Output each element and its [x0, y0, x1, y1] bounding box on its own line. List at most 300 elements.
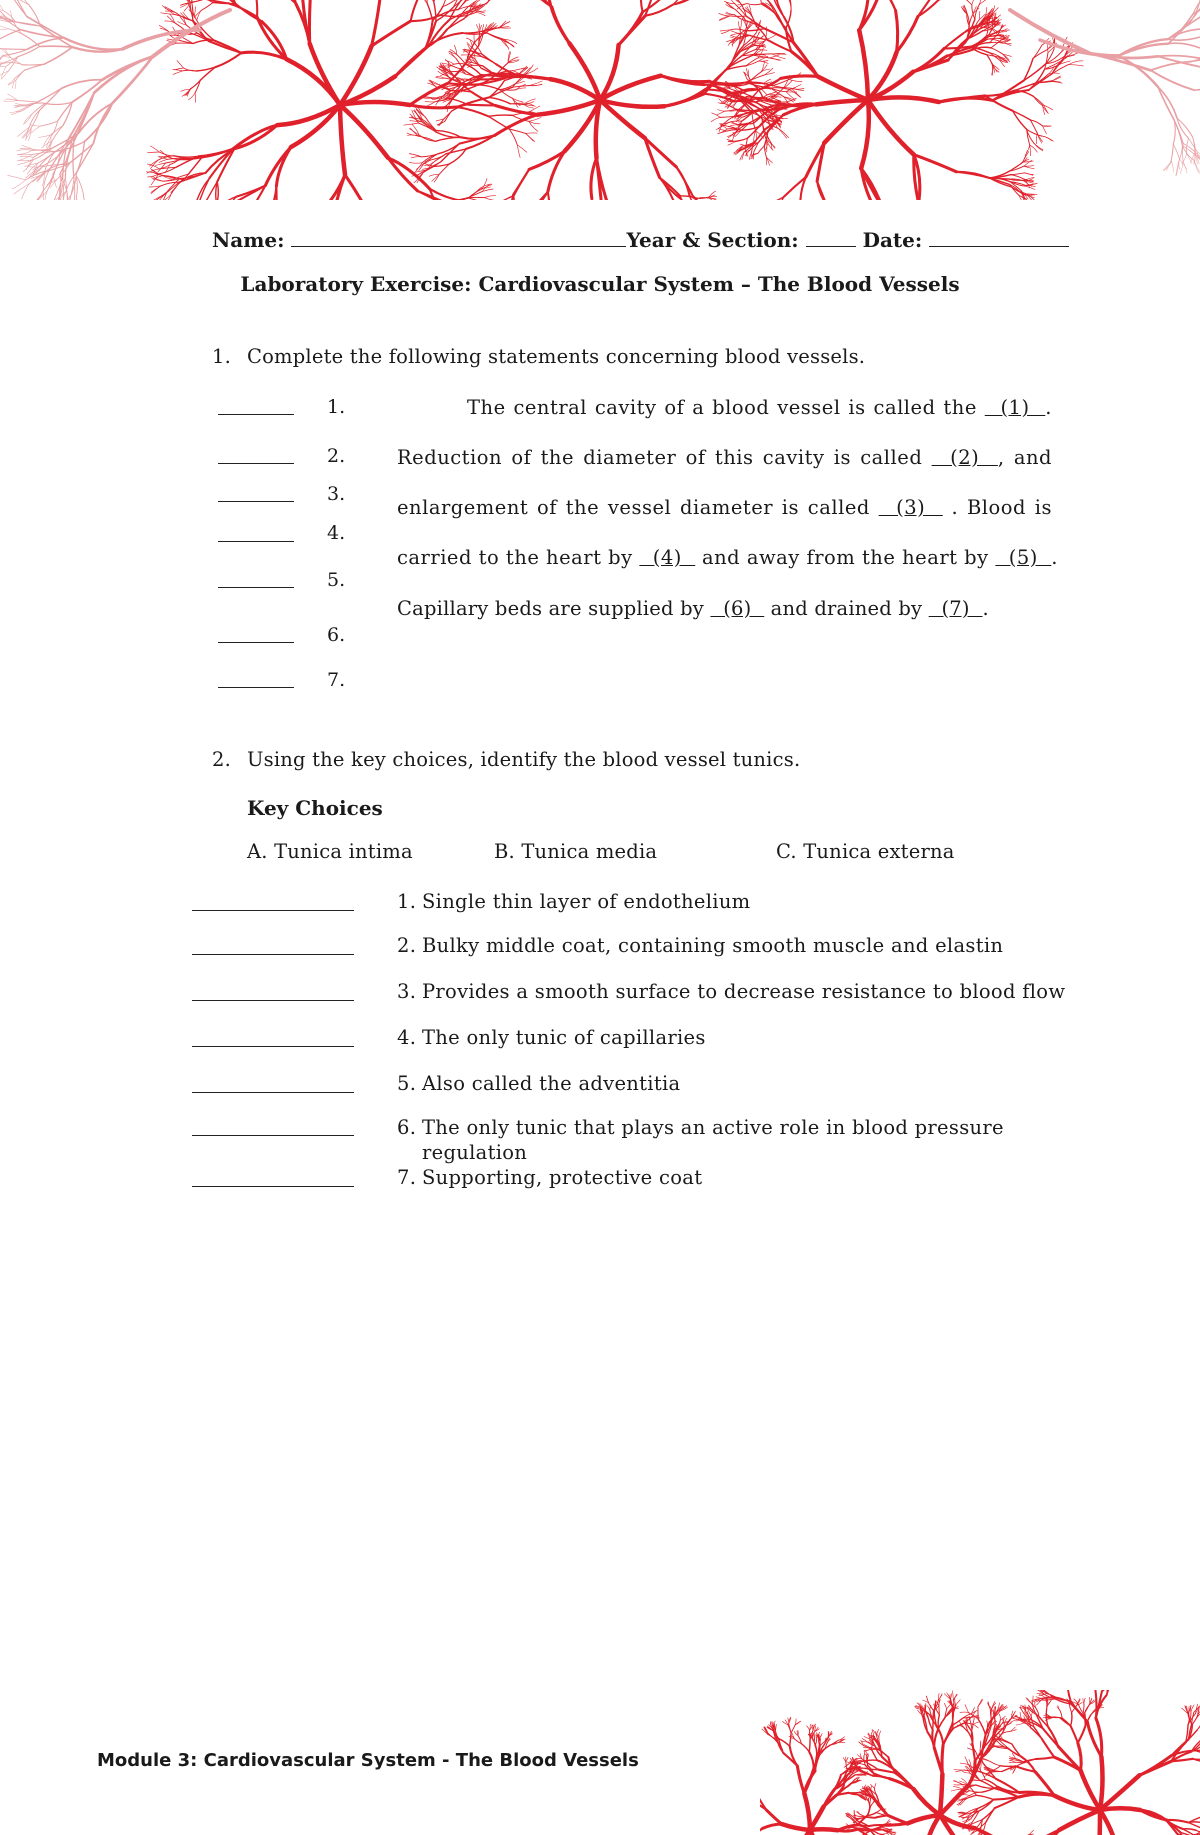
q1-blank-number: 5.	[327, 569, 346, 591]
vessel-branch	[0, 40, 1, 49]
vessel-branch	[435, 137, 461, 141]
vessel-branch	[39, 46, 72, 47]
q2-item: 7. Supporting, protective coat	[397, 1166, 703, 1189]
q1-blank-1[interactable]	[218, 414, 294, 415]
q1-blank-6[interactable]	[218, 642, 294, 643]
vessel-branch	[166, 160, 181, 163]
vessel-branch	[986, 7, 987, 15]
vessel-branch	[591, 158, 597, 198]
vessel-branch	[964, 0, 971, 5]
vessel-branch	[1016, 1723, 1024, 1725]
vessel-branch	[425, 101, 435, 102]
vessel-branch	[1173, 120, 1175, 144]
vessel-branch	[526, 133, 535, 141]
q2-item: 2. Bulky middle coat, containing smooth muscle and elastin	[397, 934, 1004, 957]
vessel-branch	[76, 142, 85, 175]
vessel-branch	[31, 126, 40, 133]
vessel-branch	[747, 4, 762, 5]
vessel-branch	[1059, 1810, 1100, 1830]
vessel-branch	[0, 66, 6, 67]
vessel-branch	[597, 158, 602, 199]
vessel-branch	[0, 29, 8, 30]
vessel-branch	[177, 61, 183, 68]
vessel-branch	[717, 111, 725, 115]
vessel-branch	[485, 196, 496, 198]
vessel-branch	[1024, 166, 1034, 169]
vessel-branch	[20, 156, 34, 157]
vessel-branch	[763, 197, 784, 200]
vessel-branch	[466, 0, 474, 1]
vessel-branch	[970, 1791, 982, 1793]
vessel-branch	[0, 63, 2, 72]
vessel-branch	[189, 93, 195, 100]
vessel-branch	[758, 146, 765, 153]
vessel-branch	[340, 105, 345, 175]
vessel-branch	[411, 157, 421, 158]
vessel-branch	[768, 92, 777, 95]
vessel-branch	[1188, 1823, 1200, 1828]
vessel-branch	[411, 0, 423, 21]
paragraph-line: Capillary beds are supplied by (6) and drained by (7) .	[397, 597, 989, 620]
vessel-branch	[196, 178, 209, 200]
vessel-branch	[751, 75, 765, 80]
q2-number: 2.	[212, 748, 232, 771]
vessel-branch	[1060, 1711, 1062, 1718]
vessel-branch	[495, 106, 537, 115]
vessel-branch	[784, 104, 817, 106]
vessel-branch	[1030, 145, 1031, 156]
vessel-branch	[30, 125, 41, 126]
vessel-branch	[818, 77, 868, 101]
vessel-branch	[1078, 1727, 1085, 1743]
q1-blank-number: 3.	[327, 483, 346, 505]
q1-blank-number: 4.	[327, 522, 346, 544]
paragraph-line: Reduction of the diameter of this cavity is called (2) , and	[397, 446, 1052, 469]
vessel-branch	[1173, 144, 1179, 159]
vessel-branch	[94, 56, 153, 92]
q1-blank-number: 6.	[327, 624, 346, 646]
vessel-branch	[1071, 1713, 1072, 1726]
vessel-branch	[457, 55, 466, 65]
vessel-branch	[24, 115, 31, 123]
vessel-branch	[434, 0, 438, 2]
vessel-branch	[509, 129, 517, 145]
vessel-branch	[719, 13, 730, 16]
vessel-branch	[40, 26, 72, 47]
vessel-branch	[18, 154, 34, 155]
vessel-branch	[372, 21, 411, 46]
vessel-branch	[410, 154, 422, 157]
vessel-branch	[731, 33, 738, 35]
vessel-branch	[953, 1787, 962, 1790]
vessel-branch	[63, 102, 72, 125]
q1-blank-7[interactable]	[218, 687, 294, 688]
vessel-branch	[29, 110, 39, 127]
vessel-branch	[1062, 1718, 1071, 1726]
vessel-branch	[1168, 43, 1200, 50]
blood-vessel-header-illustration	[0, 0, 1200, 200]
vessel-branch	[150, 146, 159, 152]
vessel-branch	[526, 99, 536, 103]
q2-item-continuation: regulation	[422, 1141, 528, 1164]
vessel-branch	[1033, 45, 1042, 58]
vessel-branch	[976, 1779, 985, 1780]
vessel-branch	[76, 144, 93, 173]
q2-blank-3[interactable]	[192, 1000, 354, 1001]
vessel-branch	[173, 70, 183, 71]
date-label: Date:	[862, 228, 923, 252]
name-field[interactable]	[291, 246, 626, 247]
vessel-branch	[537, 100, 600, 115]
vessel-branch	[1009, 1760, 1015, 1762]
vessel-branch	[45, 102, 72, 104]
vessel-branch	[1037, 1694, 1044, 1695]
vessel-branch	[0, 2, 4, 11]
q1-blank-3[interactable]	[218, 501, 294, 502]
vessel-branch	[15, 80, 16, 89]
vessel-branch	[1011, 175, 1024, 180]
vessel-branch	[0, 62, 2, 64]
vessel-branch	[549, 0, 569, 43]
vessel-branch	[1069, 61, 1084, 65]
vessel-branch	[990, 1761, 1000, 1765]
vessel-branch	[1043, 1699, 1055, 1700]
vessel-branch	[462, 31, 484, 33]
vessel-branch	[728, 142, 736, 146]
vessel-branch	[975, 4, 980, 19]
vessel-branch	[1011, 173, 1025, 175]
vessel-branch	[1100, 1775, 1139, 1810]
vessel-branch	[1036, 1757, 1054, 1759]
vessel-branch	[234, 125, 277, 149]
vessel-branch	[641, 0, 643, 12]
vessel-branch	[15, 70, 25, 78]
vessel-branch	[980, 0, 989, 4]
q1-blank-5[interactable]	[218, 587, 294, 588]
key-choices-title: Key Choices	[247, 796, 383, 820]
vessel-branch	[430, 33, 463, 45]
vessel-branch	[194, 7, 195, 16]
vessel-branch	[428, 0, 434, 2]
vessel-branch	[197, 11, 201, 20]
vessel-branch	[489, 87, 513, 97]
vessel-branch	[8, 175, 26, 180]
vessel-branch	[1118, 44, 1168, 56]
vessel-branch	[159, 159, 167, 162]
vessel-branch	[1025, 186, 1035, 189]
vessel-branch	[497, 196, 514, 200]
vessel-branch	[530, 106, 540, 112]
vessel-branch	[195, 93, 196, 102]
vessel-branch	[751, 72, 761, 80]
vessel-branch	[345, 175, 372, 200]
vessel-branch	[395, 45, 429, 77]
vessel-branch	[489, 115, 513, 116]
vessel-branch	[1069, 1704, 1071, 1712]
vessel-branch	[1074, 1699, 1079, 1705]
vessel-branch	[965, 1757, 968, 1765]
vessel-branch	[781, 76, 818, 78]
vessel-branch	[201, 3, 213, 11]
vessel-branch	[676, 167, 689, 196]
vessel-branch	[954, 1785, 963, 1786]
q1-prompt: Complete the following statements concerning blood vessels.	[247, 345, 866, 368]
vessel-branch	[424, 165, 434, 166]
vessel-branch	[1083, 1705, 1084, 1714]
vessel-branch	[23, 115, 31, 125]
vessel-branch	[14, 184, 29, 194]
name-label: Name:	[212, 228, 285, 252]
vessel-branch	[1037, 133, 1042, 143]
year-section-field[interactable]	[806, 246, 856, 247]
vessel-branch	[731, 29, 745, 30]
vessel-branch	[372, 0, 381, 46]
vessel-branch	[1166, 160, 1171, 170]
paragraph-line: carried to the heart by (4) and away from the heart by (5) .	[397, 546, 1058, 569]
vessel-branch	[76, 198, 84, 200]
q2-item: 5. Also called the adventitia	[397, 1072, 681, 1095]
vessel-branch	[27, 38, 64, 50]
vessel-branch	[1100, 1757, 1103, 1810]
vessel-branch	[4, 101, 18, 102]
vessel-branch	[1195, 1751, 1200, 1755]
vessel-branch	[1095, 1690, 1096, 1718]
vessel-branch	[8, 80, 16, 85]
vessel-branch	[489, 97, 510, 103]
vessel-branch	[1099, 1810, 1100, 1835]
vessel-branch	[868, 97, 939, 102]
vessel-branch	[972, 0, 976, 5]
vessel-branch	[519, 66, 527, 74]
vessel-branch	[868, 100, 914, 155]
vessel-branch	[52, 126, 63, 142]
vessel-branch	[718, 110, 725, 112]
vessel-branch	[531, 192, 548, 200]
module-footer: Module 3: Cardiovascular System - The Blood Vessels	[97, 1750, 639, 1771]
vessel-branch	[174, 156, 198, 157]
vessel-branch	[896, 11, 898, 53]
vessel-branch	[976, 1795, 993, 1799]
vessel-branch	[1081, 1771, 1100, 1811]
vessel-branch	[1033, 50, 1047, 59]
q1-blank-number: 7.	[327, 669, 346, 691]
vessel-branch	[195, 80, 200, 93]
vessel-branch	[918, 0, 935, 17]
q2-blank-7[interactable]	[192, 1186, 354, 1187]
vessel-branch	[449, 70, 464, 72]
vessel-branch	[992, 1766, 1000, 1771]
blood-vessel-footer-illustration	[760, 1690, 1200, 1835]
vessel-branch	[28, 168, 38, 179]
q2-prompt: Using the key choices, identify the blood vessel tunics.	[247, 748, 801, 771]
vessel-branch	[746, 61, 759, 66]
vessel-branch	[1140, 1810, 1167, 1820]
vessel-branch	[179, 173, 206, 182]
vessel-branch	[1139, 1761, 1171, 1775]
key-choice-b: B. Tunica media	[494, 840, 658, 863]
vessel-branch	[711, 117, 720, 121]
vessel-branch	[470, 6, 478, 7]
vessel-branch	[816, 100, 868, 104]
vessel-branch	[1171, 144, 1173, 162]
vessel-branch	[22, 102, 37, 111]
vessel-branch	[1100, 1810, 1117, 1835]
vessel-branch	[419, 136, 436, 141]
vessel-branch	[409, 162, 422, 163]
vessel-branch	[69, 93, 95, 139]
vessel-branch	[980, 1763, 981, 1770]
exercise-title: Laboratory Exercise: Cardiovascular System – The Blood Vessels	[240, 272, 960, 296]
key-choice-a: A. Tunica intima	[247, 840, 413, 863]
vessel-branch	[153, 194, 164, 200]
vessel-branch	[664, 90, 705, 107]
vessel-branch	[485, 198, 497, 200]
vessel-branch	[1042, 136, 1052, 141]
vessel-branch	[0, 43, 1, 49]
vessel-branch	[21, 34, 39, 47]
paragraph-line: enlargement of the vessel diameter is called (3) . Blood is	[397, 496, 1052, 519]
vessel-branch	[340, 46, 372, 105]
vessel-branch	[269, 186, 276, 200]
vessel-branch	[1058, 1747, 1080, 1771]
vessel-branch	[1107, 1690, 1113, 1695]
vessel-branch	[975, 1828, 996, 1835]
vessel-branch	[754, 130, 764, 142]
vessel-branch	[859, 30, 868, 100]
vessel-branch	[427, 102, 435, 106]
vessel-branch	[1043, 126, 1047, 134]
vessel-branch	[1024, 166, 1034, 167]
vessel-branch	[404, 123, 419, 125]
vessel-branch	[276, 147, 290, 186]
vessel-branch	[18, 150, 33, 154]
vessel-branch	[731, 31, 738, 34]
vessel-branch	[159, 152, 174, 156]
vessel-branch	[0, 71, 8, 76]
vessel-branch	[457, 107, 489, 116]
vessel-branch	[999, 30, 1009, 31]
vessel-branch	[939, 98, 993, 102]
vessel-branch	[962, 1772, 969, 1774]
vessel-branch	[510, 104, 524, 105]
vessel-branch	[824, 100, 868, 143]
q1-blank-number: 1.	[327, 396, 346, 418]
vessel-branch	[789, 79, 802, 81]
vessel-branch	[44, 47, 72, 64]
vessel-branch	[481, 57, 496, 65]
vessel-branch	[420, 0, 428, 3]
vessel-branch	[479, 85, 500, 90]
vessel-branch	[20, 154, 33, 160]
q1-blank-4[interactable]	[218, 541, 294, 542]
vessel-branch	[63, 177, 65, 200]
q2-blank-5[interactable]	[192, 1092, 354, 1093]
q2-blank-1[interactable]	[192, 910, 354, 911]
vessel-branch	[410, 105, 457, 108]
vessel-branch	[215, 41, 242, 53]
vessel-branch	[1046, 1704, 1047, 1714]
vessel-branch	[468, 105, 496, 106]
vessel-branch	[438, 144, 460, 154]
vessel-branch	[31, 191, 43, 200]
paragraph-line: The central cavity of a blood vessel is called the (1) .	[467, 396, 1052, 419]
vessel-branch	[500, 90, 513, 99]
q2-blank-2[interactable]	[192, 954, 354, 955]
date-field[interactable]	[929, 246, 1069, 247]
q2-blank-6[interactable]	[192, 1135, 354, 1136]
vessel-branch	[882, 0, 896, 11]
vessel-branch	[1084, 1698, 1085, 1705]
vessel-branch	[430, 80, 437, 87]
vessel-branch	[17, 150, 32, 151]
vessel-branch	[1042, 1739, 1054, 1757]
student-info-line	[212, 228, 1069, 252]
vessel-branch	[1030, 1830, 1034, 1834]
vessel-branch	[681, 199, 696, 200]
vessel-branch	[309, 0, 310, 44]
vessel-branch	[468, 198, 482, 200]
vessel-branch	[1178, 146, 1182, 163]
q2-item: 6. The only tunic that plays an active role in blood pressure	[397, 1116, 1004, 1139]
vessel-branch	[719, 16, 730, 21]
vessel-branch	[513, 169, 529, 195]
vessel-branch	[276, 0, 296, 4]
vessel-branch	[1069, 65, 1084, 66]
vessel-branch	[18, 101, 38, 103]
vessel-branch	[1071, 1726, 1078, 1743]
vessel-branch	[1010, 10, 1089, 53]
vessel-branch	[175, 68, 183, 70]
vessel-branch	[215, 53, 241, 67]
vessel-branch	[766, 157, 772, 163]
q1-number: 1.	[212, 345, 232, 368]
vessel-branch	[148, 152, 160, 153]
q2-item: 1. Single thin layer of endothelium	[397, 890, 751, 913]
key-choice-c: C. Tunica externa	[776, 840, 955, 863]
vessel-branch	[0, 25, 8, 29]
vessel-branch	[619, 12, 643, 45]
vessel-branch	[287, 59, 341, 105]
q2-item: 3. Provides a smooth surface to decrease resistance to blood flow	[397, 980, 1066, 1003]
vessel-branch	[757, 0, 762, 4]
vessel-branch	[954, 1780, 963, 1784]
vessel-branch	[980, 1771, 985, 1780]
vessel-branch	[471, 92, 495, 106]
vessel-branch	[173, 71, 183, 75]
year-section-label: Year & Section:	[626, 228, 799, 252]
vessel-branch	[778, 128, 787, 138]
vessel-branch	[1034, 143, 1043, 149]
vessel-branch	[475, 11, 486, 12]
vessel-branch	[41, 121, 58, 126]
q2-item: 4. The only tunic of capillaries	[397, 1026, 706, 1049]
vessel-branch	[914, 155, 957, 172]
vessel-branch	[433, 7, 443, 21]
vessel-branch	[960, 1763, 968, 1764]
vessel-branch	[10, 10, 12, 20]
vessel-branch	[15, 103, 27, 105]
vessel-branch	[987, 39, 1001, 42]
q1-blank-2[interactable]	[218, 463, 294, 464]
vessel-branch	[789, 85, 801, 90]
vessel-branch	[861, 100, 869, 168]
vessel-branch	[1183, 161, 1187, 173]
q2-blank-4[interactable]	[192, 1046, 354, 1047]
q1-blank-number: 2.	[327, 445, 346, 467]
vessel-branch	[897, 17, 918, 53]
vessel-branch	[1158, 87, 1174, 121]
vessel-branch	[340, 105, 388, 158]
